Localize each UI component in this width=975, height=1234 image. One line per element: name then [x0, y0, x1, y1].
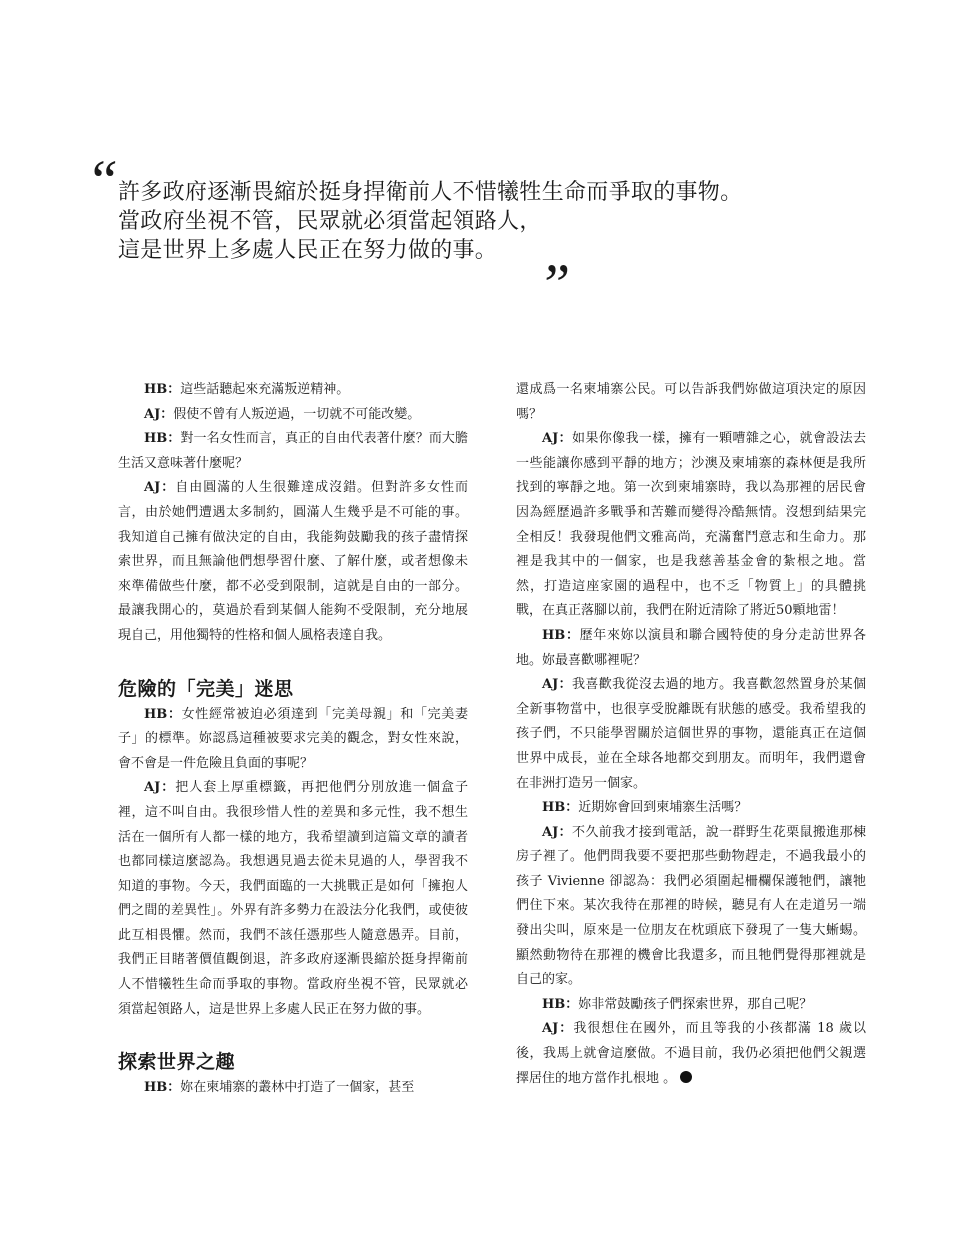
pull-quote-line: 當政府坐視不管，民眾就必須當起領路人， [118, 209, 542, 234]
interview-paragraph [118, 476, 468, 648]
paragraph-text: 女性經常被迫必須達到「完美母親」和「完美妻子」的標準。妳認爲這種被要求完美的觀念，對女性來說，會不會是一件危險且負面的事呢？ [118, 706, 468, 771]
speaker-label: HB： [144, 382, 181, 397]
speaker-label: HB： [144, 706, 182, 722]
paragraph-text: 歷年來妳以演員和聯合國特使的身分走訪世界各地。妳最喜歡哪裡呢？ [516, 627, 866, 668]
paragraph-text: 不久前我才接到電話，說一群野生花栗鼠搬進那棟房子裡了。他們問我要不要把那些動物趕走，不過我最小的孩子 Vivienne 卻認為：我們必須圍起柵欄保護牠們，讓牠們住下來。某次我待在那裡的時候，聽見有人在走道另一端發出尖叫，原來是一位朋友在枕頭底下發現了一隻大蜥蜴。顯然動物待在那裡的機會比我還多，而且牠們覺得那裡就是自己的家。 [516, 824, 866, 988]
paragraph-text: 近期妳會回到柬埔寨生活嗎？ [578, 800, 748, 816]
pull-quote-line: 許多政府逐漸畏縮於挺身捍衛前人不惜犧牲生命而爭取的事物。 [118, 180, 743, 205]
speaker-label: HB： [144, 431, 181, 447]
interview-paragraph [118, 378, 468, 403]
continued-paragraph: 還成爲一名柬埔寨公民。可以告訴我們妳做這項決定的原因嗎？ [516, 382, 866, 422]
end-of-article-icon [680, 1071, 692, 1083]
pull-quote [86, 148, 838, 317]
speaker-label: AJ： [144, 406, 174, 422]
speaker-label: HB： [542, 800, 579, 816]
paragraph-text: 我很想住在國外，而且等我的小孩都滿 18 歲以後，我馬上就會這麼做。不過目前，我仍必須把他們父親選擇居住的地方當作扎根地 。 [516, 1021, 866, 1086]
interview-paragraph [118, 1076, 468, 1101]
interview-paragraph [516, 1017, 866, 1091]
interview-paragraph [118, 427, 468, 476]
close-quote-mark: ” [538, 252, 571, 317]
paragraph-text: 自由圓滿的人生很難達成沒錯。但對許多女性而言，由於她們遭遇太多制約，圓滿人生幾乎是不可能的事。我知道自己擁有做決定的自由，我能夠鼓勵我的孩子盡情探索世界，而且無論他們想學習什麼、了解什麼，或者想像未來準備做些什麼，都不必受到限制，這就是自由的一部分。最讓我開心的，莫過於看到某個人能夠不受限制，充分地展現自己，用他獨特的性格和個人風格表達自我。 [118, 480, 468, 643]
speaker-label: AJ： [542, 431, 572, 447]
paragraph-text: 妳在柬埔寨的叢林中打造了一個家，甚至 [180, 1080, 415, 1096]
speaker-label: HB： [542, 627, 580, 643]
speaker-label: HB： [144, 1080, 181, 1096]
paragraph-text: 妳非常鼓勵孩子們探索世界，那自己呢？ [578, 996, 813, 1012]
interview-paragraph [516, 673, 866, 796]
interview-paragraph [118, 703, 468, 777]
interview-paragraph [118, 776, 468, 1022]
paragraph-text: 假使不曾有人叛逆過，一切就不可能改變。 [173, 406, 421, 422]
paragraph-text: 這些話聽起來充滿叛逆精神。 [180, 382, 350, 397]
speaker-label: AJ： [144, 780, 176, 796]
right-column [516, 378, 866, 1091]
interview-paragraph [516, 624, 866, 673]
paragraph-text: 如果你像我一樣，擁有一顆嘈雜之心，就會設法去一些能讓你感到平靜的地方；沙澳及柬埔寨的森林便是我所找到的寧靜之地。第一次到柬埔寨時，我以為那裡的居民會因為經歷過許多戰爭和苦難而變得冷酷無情。沒想到結果完全相反！我發現他們文雅高尚，充滿奮鬥意志和生命力。那裡是我其中的一個家，也是我慈善基金會的紮根之地。當然，打造這座家園的過程中，也不乏「物質上」的具體挑戰，在真正落腳以前，我們在附近清除了將近50顆地雷！ [516, 431, 866, 619]
section-heading: 危險的「完美」迷思 [118, 677, 294, 700]
paragraph-text: 把人套上厚重標籤，再把他們分別放進一個盒子裡，這不叫自由。我很珍惜人性的差異和多元性，我不想生活在一個所有人都一樣的地方，我希望讀到這篇文章的讀者也都同樣這麼認為。我想遇見過去從未見過的人，學習我不知道的事物。今天，我們面臨的一大挑戰正是如何「擁抱人們之間的差異性」。外界有許多勢力在設法分化我們，或使彼此互相畏懼。然而，我們不該任憑那些人隨意愚弄。目前，我們正目睹著價值觀倒退，許多政府逐漸畏縮於挺身捍衛前人不惜犧牲生命而爭取的事物。當政府坐視不管，民眾就必須當起領路人，這是世界上多處人民正在努力做的事。 [118, 780, 468, 1017]
interview-paragraph [516, 993, 866, 1018]
speaker-label: AJ： [542, 1021, 574, 1037]
paragraph-text: 我喜歡我從沒去過的地方。我喜歡忽然置身於某個全新事物當中，也很享受脫離既有狀態的感受。我希望我的孩子們，不只能學習關於這個世界的事物，還能真正在這個世界中成長，並在全球各地都交到朋友。而明年，我們還會在非洲打造另一個家。 [516, 677, 866, 791]
pull-quote-line: 這是世界上多處人民正在努力做的事。 [118, 238, 498, 263]
interview-paragraph [516, 427, 866, 624]
speaker-label: HB： [542, 996, 579, 1012]
paragraph-text: 對一名女性而言，真正的自由代表著什麼？而大膽生活又意味著什麼呢？ [118, 431, 468, 471]
interview-paragraph [118, 403, 468, 428]
interview-paragraph [516, 796, 866, 821]
speaker-label: AJ： [542, 824, 572, 840]
speaker-label: AJ： [144, 480, 176, 496]
section-heading: 探索世界之趣 [118, 1051, 236, 1074]
speaker-label: AJ： [542, 677, 572, 693]
interview-paragraph [516, 821, 866, 993]
left-column [118, 378, 468, 1101]
open-quote-mark: “ [86, 148, 119, 213]
